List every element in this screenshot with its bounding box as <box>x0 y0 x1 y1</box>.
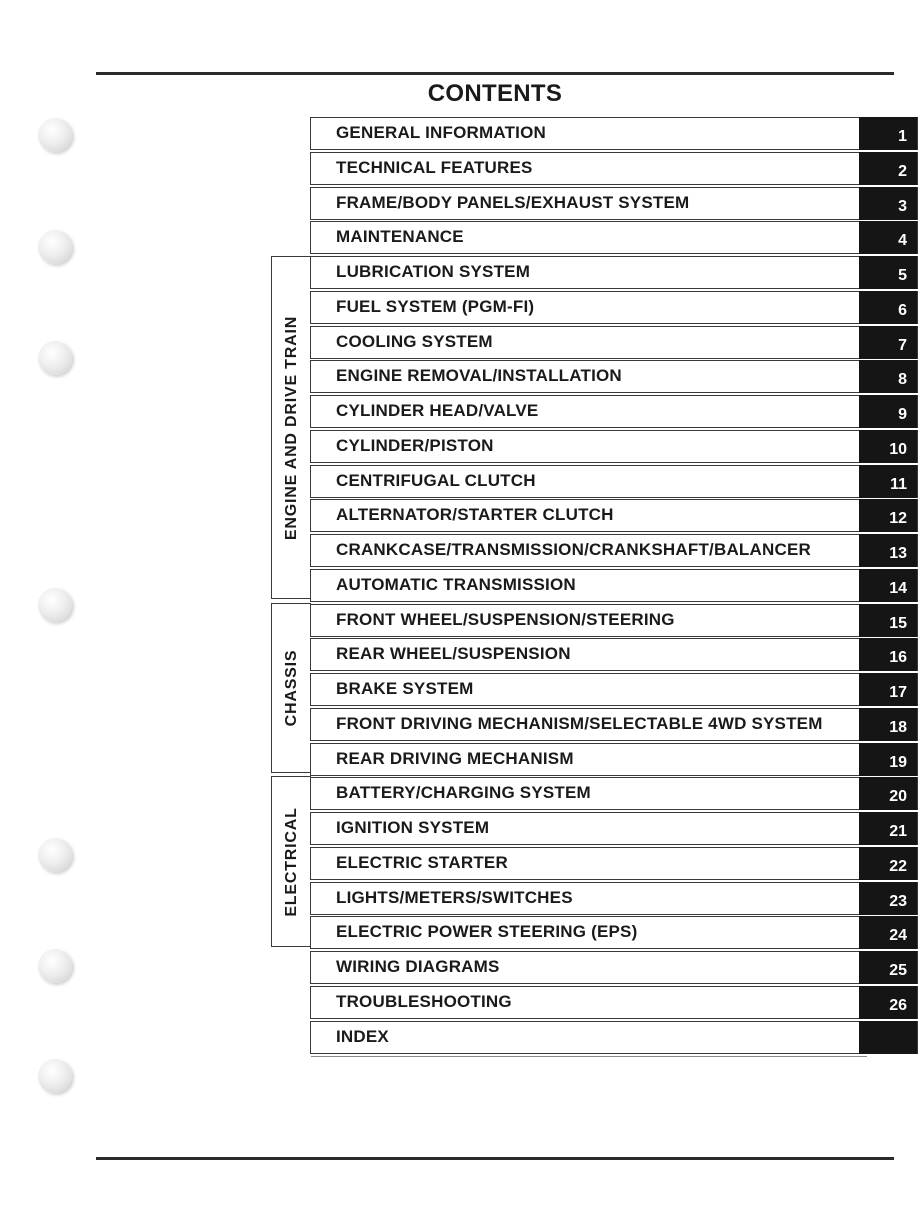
section-tab[interactable]: 19 <box>859 743 917 776</box>
toc-entry[interactable] <box>310 708 918 741</box>
section-tab[interactable]: 11 <box>859 465 917 498</box>
toc-entry-label: AUTOMATIC TRANSMISSION <box>336 574 576 594</box>
toc-entry[interactable] <box>310 743 918 776</box>
section-tab[interactable]: 21 <box>859 812 917 845</box>
toc-entry[interactable] <box>310 604 918 637</box>
section-tab[interactable]: 25 <box>859 951 917 984</box>
group-label: ENGINE AND DRIVE TRAIN <box>282 315 300 540</box>
section-tab[interactable]: 16 <box>859 638 917 671</box>
binder-hole <box>38 230 72 264</box>
toc-entry-label: FRAME/BODY PANELS/EXHAUST SYSTEM <box>336 192 690 212</box>
toc-entry[interactable] <box>310 1021 918 1054</box>
binder-hole <box>38 341 72 375</box>
group-engine-and-drive-train <box>271 256 311 599</box>
toc-entry[interactable] <box>310 117 918 150</box>
toc-entry-label: ELECTRIC POWER STEERING (EPS) <box>336 922 638 942</box>
toc-entry[interactable] <box>310 986 918 1019</box>
toc-entry[interactable] <box>310 847 918 880</box>
section-tab[interactable]: 12 <box>859 499 917 532</box>
section-tab[interactable]: 10 <box>859 430 917 463</box>
binder-hole <box>38 588 72 622</box>
toc-entry-label: CYLINDER HEAD/VALVE <box>336 401 539 420</box>
toc-entry-label: INDEX <box>336 1026 389 1046</box>
group-label: CHASSIS <box>282 649 300 727</box>
toc-entry-label: FRONT WHEEL/SUSPENSION/STEERING <box>336 609 675 629</box>
group-chassis <box>271 603 311 773</box>
section-tab[interactable]: 5 <box>859 256 917 289</box>
binder-hole <box>38 118 72 152</box>
toc-entry-label: ENGINE REMOVAL/INSTALLATION <box>336 366 622 386</box>
section-tab[interactable]: 9 <box>859 395 917 428</box>
group-label: ELECTRICAL <box>282 806 300 917</box>
section-tab[interactable]: 20 <box>859 777 917 810</box>
toc-entry-label: GENERAL INFORMATION <box>336 123 546 142</box>
section-tab[interactable]: 4 <box>859 221 917 254</box>
toc-entry-label: TECHNICAL FEATURES <box>336 157 533 177</box>
section-tab[interactable]: 17 <box>859 673 917 706</box>
section-tab[interactable]: 6 <box>859 291 917 324</box>
toc-entry[interactable] <box>310 916 918 949</box>
binder-hole <box>38 1059 72 1093</box>
section-tab[interactable]: 1 <box>859 117 917 150</box>
toc-entry[interactable] <box>310 221 918 254</box>
toc-entry-label: REAR WHEEL/SUSPENSION <box>336 644 571 664</box>
toc-entry-label: LUBRICATION SYSTEM <box>336 262 531 281</box>
section-tab[interactable]: 14 <box>859 569 917 602</box>
toc-entry-label: COOLING SYSTEM <box>336 331 493 351</box>
toc-entry-label: TROUBLESHOOTING <box>336 991 512 1011</box>
section-tab[interactable]: 23 <box>859 882 917 915</box>
section-tab[interactable]: 26 <box>859 986 917 1019</box>
section-tab[interactable]: 8 <box>859 360 917 393</box>
toc-entry-label: LIGHTS/METERS/SWITCHES <box>336 887 573 907</box>
toc-entry[interactable] <box>310 256 918 289</box>
binder-hole <box>38 838 72 872</box>
toc-entry[interactable] <box>310 395 918 428</box>
toc-entry-label: FRONT DRIVING MECHANISM/SELECTABLE 4WD SYSTEM <box>336 713 823 733</box>
top-rule <box>96 72 894 75</box>
toc-entry-label: IGNITION SYSTEM <box>336 818 490 837</box>
section-tab[interactable]: 13 <box>859 534 917 567</box>
toc-entry[interactable] <box>310 673 918 706</box>
toc-entry[interactable] <box>310 465 918 498</box>
toc-entry-label: CYLINDER/PISTON <box>336 435 494 455</box>
group-electrical <box>271 776 311 947</box>
toc-entry[interactable] <box>310 152 918 185</box>
toc-entry[interactable] <box>310 638 918 671</box>
toc-entry[interactable] <box>310 812 918 845</box>
toc-entry-label: CENTRIFUGAL CLUTCH <box>336 470 536 490</box>
section-tab[interactable]: 2 <box>859 152 917 185</box>
toc-entry[interactable] <box>310 499 918 532</box>
toc-entry[interactable] <box>310 360 918 393</box>
bottom-rule <box>96 1157 894 1160</box>
toc-entry[interactable] <box>310 951 918 984</box>
toc-entry[interactable] <box>310 326 918 359</box>
toc-entry[interactable] <box>310 534 918 567</box>
toc-entry[interactable] <box>310 882 918 915</box>
section-tab[interactable]: 15 <box>859 604 917 637</box>
page-title: CONTENTS <box>427 80 563 107</box>
section-tab[interactable] <box>859 1021 917 1054</box>
section-tab[interactable]: 18 <box>859 708 917 741</box>
toc-entry[interactable] <box>310 291 918 324</box>
toc-entry-label: MAINTENANCE <box>336 227 464 247</box>
toc-entry[interactable] <box>310 777 918 810</box>
section-tab[interactable]: 7 <box>859 326 917 359</box>
toc-entry-label: WIRING DIAGRAMS <box>336 957 500 976</box>
toc-entry[interactable] <box>310 430 918 463</box>
toc-entry[interactable] <box>310 569 918 602</box>
binder-hole <box>38 949 72 983</box>
toc-entry-label: BRAKE SYSTEM <box>336 679 474 698</box>
toc-entry-label: ALTERNATOR/STARTER CLUTCH <box>336 505 614 525</box>
toc-entry-label: REAR DRIVING MECHANISM <box>336 748 574 768</box>
toc-entry-label: FUEL SYSTEM (PGM-FI) <box>336 296 535 316</box>
toc-entry-label: CRANKCASE/TRANSMISSION/CRANKSHAFT/BALANCER <box>336 540 811 559</box>
toc-entry-label: ELECTRIC STARTER <box>336 852 508 872</box>
toc-entry-label: BATTERY/CHARGING SYSTEM <box>336 783 591 803</box>
section-tab[interactable]: 3 <box>859 187 917 220</box>
toc-entry[interactable] <box>310 187 918 220</box>
section-tab[interactable]: 24 <box>859 916 917 949</box>
section-tab[interactable]: 22 <box>859 847 917 880</box>
